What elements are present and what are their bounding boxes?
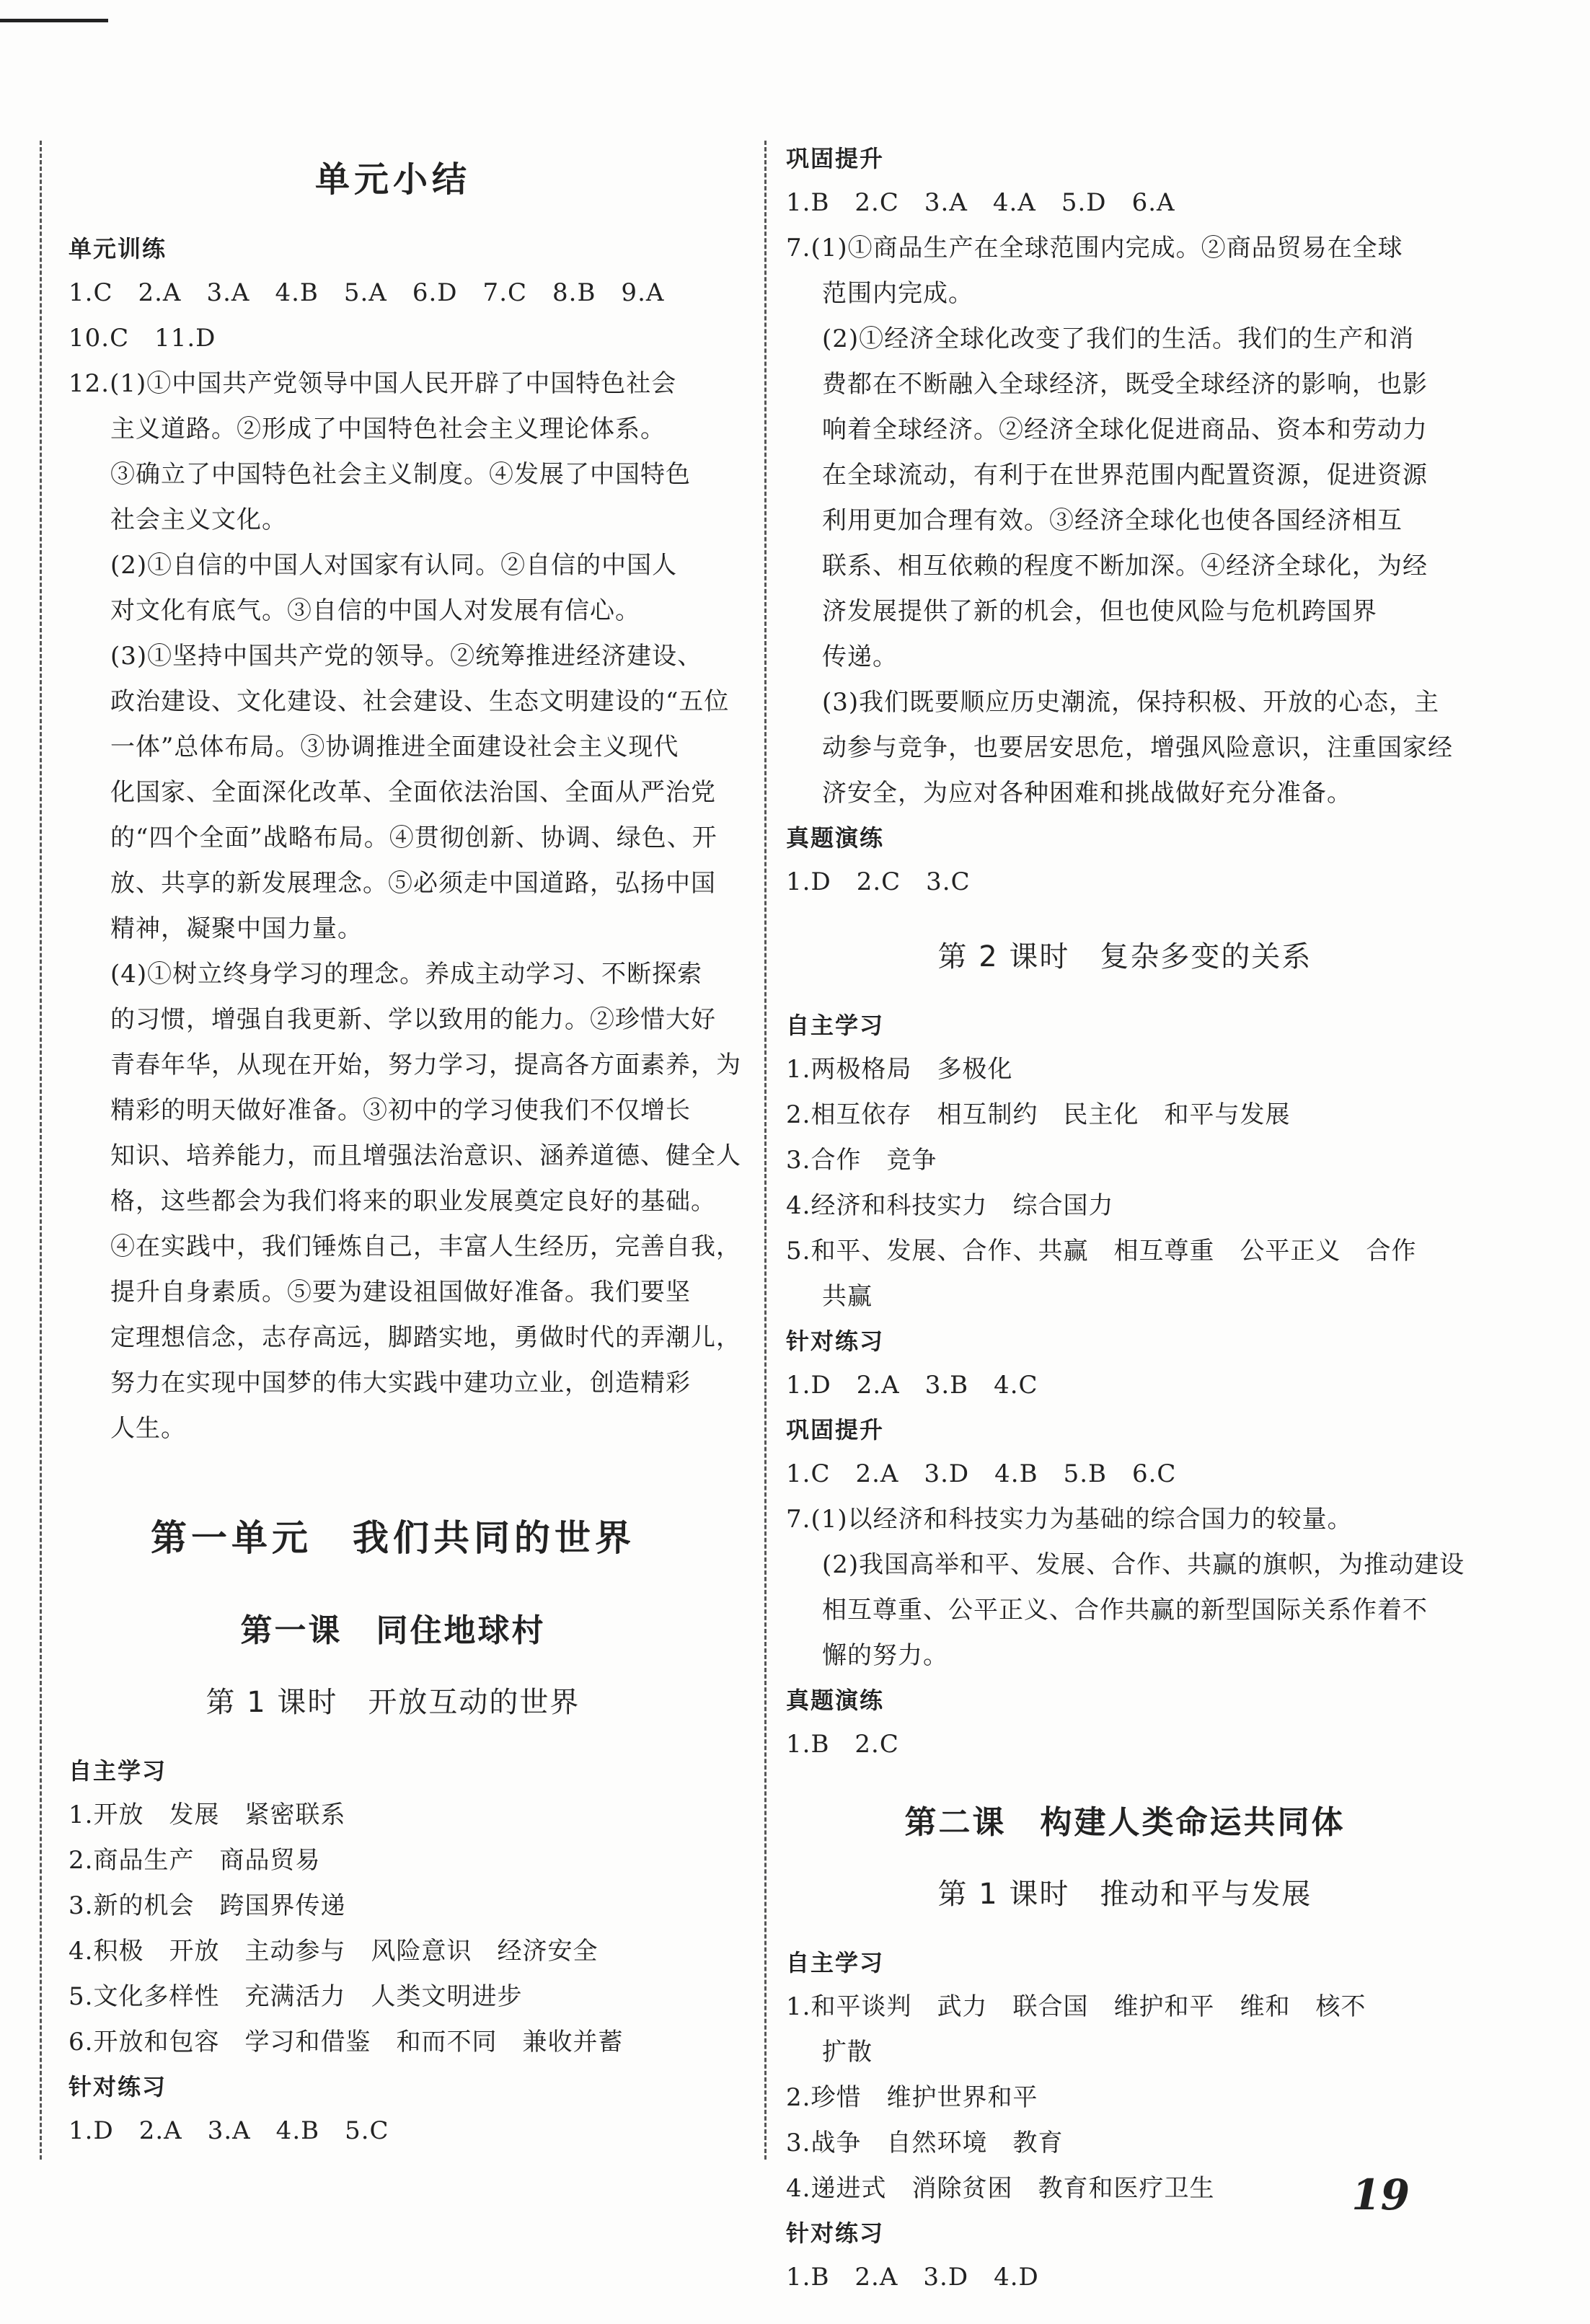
top-rule [0,19,108,22]
practice-heading: 针对练习 [786,1327,885,1355]
answer-line: 化国家、全面深化改革、全面依法治国、全面从严治党 [110,778,716,807]
answer-line: 1.D 2.A 3.B 4.C [786,1371,1038,1400]
right-column [786,137,1464,2300]
answer-line: 格，这些都会为我们将来的职业发展奠定良好的基础。 [110,1187,716,1216]
answer-line: 1.D 2.A 3.A 4.B 5.C [69,2116,389,2145]
consolidate-heading: 巩固提升 [786,1416,885,1444]
answer-line: 的习惯，增强自我更新、学以致用的能力。②珍惜大好 [110,1005,716,1034]
answer-line: 动参与竞争，也要居安思危，增强风险意识，注重国家经 [822,733,1453,762]
answer-line: 对文化有底气。③自信的中国人对发展有信心。 [110,596,640,625]
answer-line: 5.和平、发展、合作、共赢 相互尊重 公平正义 合作 [786,1237,1417,1265]
answer-line: ③确立了中国特色社会主义制度。④发展了中国特色 [110,460,691,489]
answer-line: 利用更加合理有效。③经济全球化也使各国经济相互 [822,506,1403,535]
answer-line: 提升自身素质。⑤要为建设祖国做好准备。我们要坚 [110,1278,691,1307]
summary-title: 单元小结 [314,159,471,200]
real-exam-heading: 真题演练 [786,824,885,852]
answer-line: 1.两极格局 多极化 [786,1055,1013,1084]
lesson-title: 第一课 同住地球村 [240,1612,546,1649]
answer-line: 1.和平谈判 武力 联合国 维护和平 维和 核不 [786,1992,1366,2021]
unit-training-heading: 单元训练 [69,235,167,262]
answer-line: 知识、培养能力，而且增强法治意识、涵养道德、健全人 [110,1141,741,1170]
left-margin-rule [40,141,42,2160]
unit-title: 第一单元 我们共同的世界 [151,1516,635,1559]
answer-line: 社会主义文化。 [110,505,287,534]
answer-line: 7.(1)①商品生产在全球范围内完成。②商品贸易在全球 [786,234,1403,262]
answer-line: 1.B 2.C 3.A 4.A 5.D 6.A [786,188,1175,217]
period-title: 第 2 课时 复杂多变的关系 [937,940,1312,973]
self-study-heading: 自主学习 [786,1012,885,1039]
answer-line: 扩散 [822,2038,873,2067]
answer-line: 7.(1)以经济和科技实力为基础的综合国力的较量。 [786,1505,1353,1534]
period-title: 第 1 课时 推动和平与发展 [937,1878,1312,1911]
practice-heading: 针对练习 [786,2219,885,2247]
answer-line: 1.B 2.C [786,1730,899,1759]
answer-line: (4)①树立终身学习的理念。养成主动学习、不断探索 [110,960,703,989]
real-exam-heading: 真题演练 [786,1687,885,1714]
answer-line: 6.开放和包容 学习和借鉴 和而不同 兼收并蓄 [69,2028,624,2056]
answer-line: (3)我们既要顺应历史潮流，保持积极、开放的心态，主 [822,688,1440,717]
answer-line: 济安全，为应对各种困难和挑战做好充分准备。 [822,779,1352,808]
answer-line: 费都在不断融入全球经济，既受全球经济的影响，也影 [822,370,1428,399]
practice-heading: 针对练习 [69,2073,167,2100]
answer-line: 10.C 11.D [69,324,216,353]
answer-line: 传递。 [822,642,898,671]
answer-line: 主义道路。②形成了中国特色社会主义理论体系。 [110,415,666,443]
left-column [69,137,741,2154]
answer-line: 青春年华，从现在开始，努力学习，提高各方面素养，为 [110,1051,741,1079]
answer-line: 2.珍惜 维护世界和平 [786,2083,1038,2112]
lesson-title: 第二课 构建人类命运共同体 [904,1804,1346,1841]
answer-line: 精神，凝聚中国力量。 [110,914,363,943]
answer-line: 放、共享的新发展理念。⑤必须走中国道路，弘扬中国 [110,869,716,898]
answer-line: 3.新的机会 跨国界传递 [69,1891,346,1920]
answer-line: 响着全球经济。②经济全球化促进商品、资本和劳动力 [822,415,1428,444]
column-divider [764,141,767,2160]
answer-line: 在全球流动，有利于在世界范围内配置资源，促进资源 [822,461,1428,490]
answer-line: 2.相互依存 相互制约 民主化 和平与发展 [786,1100,1291,1129]
answer-line: 精彩的明天做好准备。③初中的学习使我们不仅增长 [110,1096,691,1125]
answer-line: 努力在实现中国梦的伟大实践中建功立业，创造精彩 [110,1369,691,1397]
consolidate-heading: 巩固提升 [786,145,885,172]
answer-line: 共赢 [822,1282,873,1311]
self-study-heading: 自主学习 [786,1949,885,1976]
answer-line: 1.开放 发展 紧密联系 [69,1801,346,1829]
answer-line: 联系、相互依赖的程度不断加深。④经济全球化，为经 [822,552,1428,580]
answer-line: 12.(1)①中国共产党领导中国人民开辟了中国特色社会 [69,369,677,398]
answer-line: 懈的努力。 [822,1641,948,1670]
answer-line: 范围内完成。 [822,279,973,308]
answer-line: 1.D 2.C 3.C [786,867,971,896]
answer-line: 2.商品生产 商品贸易 [69,1846,321,1875]
answer-line: 1.C 2.A 3.A 4.B 5.A 6.D 7.C 8.B 9.A [69,278,665,307]
answer-line: (3)①坚持中国共产党的领导。②统筹推进经济建设、 [110,642,703,671]
self-study-heading: 自主学习 [69,1757,167,1785]
answer-line: 4.经济和科技实力 综合国力 [786,1191,1114,1220]
answer-line: 定理想信念，志存高远，脚踏实地，勇做时代的弄潮儿， [110,1323,741,1352]
answer-line: 一体”总体布局。③协调推进全面建设社会主义现代 [110,733,679,761]
answer-line: (2)我国高举和平、发展、合作、共赢的旗帜，为推动建设 [822,1550,1465,1579]
answer-line: 人生。 [110,1414,186,1443]
answer-line: 3.合作 竞争 [786,1146,937,1175]
answer-line: 5.文化多样性 充满活力 人类文明进步 [69,1982,523,2011]
answer-line: 相互尊重、公平正义、合作共赢的新型国际关系作着不 [822,1596,1428,1625]
page-number: 19 [1351,2170,1410,2219]
answer-line: 1.B 2.A 3.D 4.D [786,2263,1039,2292]
answer-line: 政治建设、文化建设、社会建设、生态文明建设的“五位 [110,687,730,716]
period-title: 第 1 课时 开放互动的世界 [206,1686,580,1719]
answer-line: 4.积极 开放 主动参与 风险意识 经济安全 [69,1937,599,1966]
answer-line: (2)①自信的中国人对国家有认同。②自信的中国人 [110,551,678,580]
answer-line: (2)①经济全球化改变了我们的生活。我们的生产和消 [822,324,1415,353]
answer-line: 的“四个全面”战略布局。④贯彻创新、协调、绿色、开 [110,823,717,852]
answer-line: 济发展提供了新的机会，但也使风险与危机跨国界 [822,597,1377,626]
answer-line: 1.C 2.A 3.D 4.B 5.B 6.C [786,1459,1177,1488]
answer-line: 3.战争 自然环境 教育 [786,2129,1064,2157]
answer-line: 4.递进式 消除贫困 教育和医疗卫生 [786,2174,1215,2203]
answer-line: ④在实践中，我们锤炼自己，丰富人生经历，完善自我， [110,1232,741,1261]
